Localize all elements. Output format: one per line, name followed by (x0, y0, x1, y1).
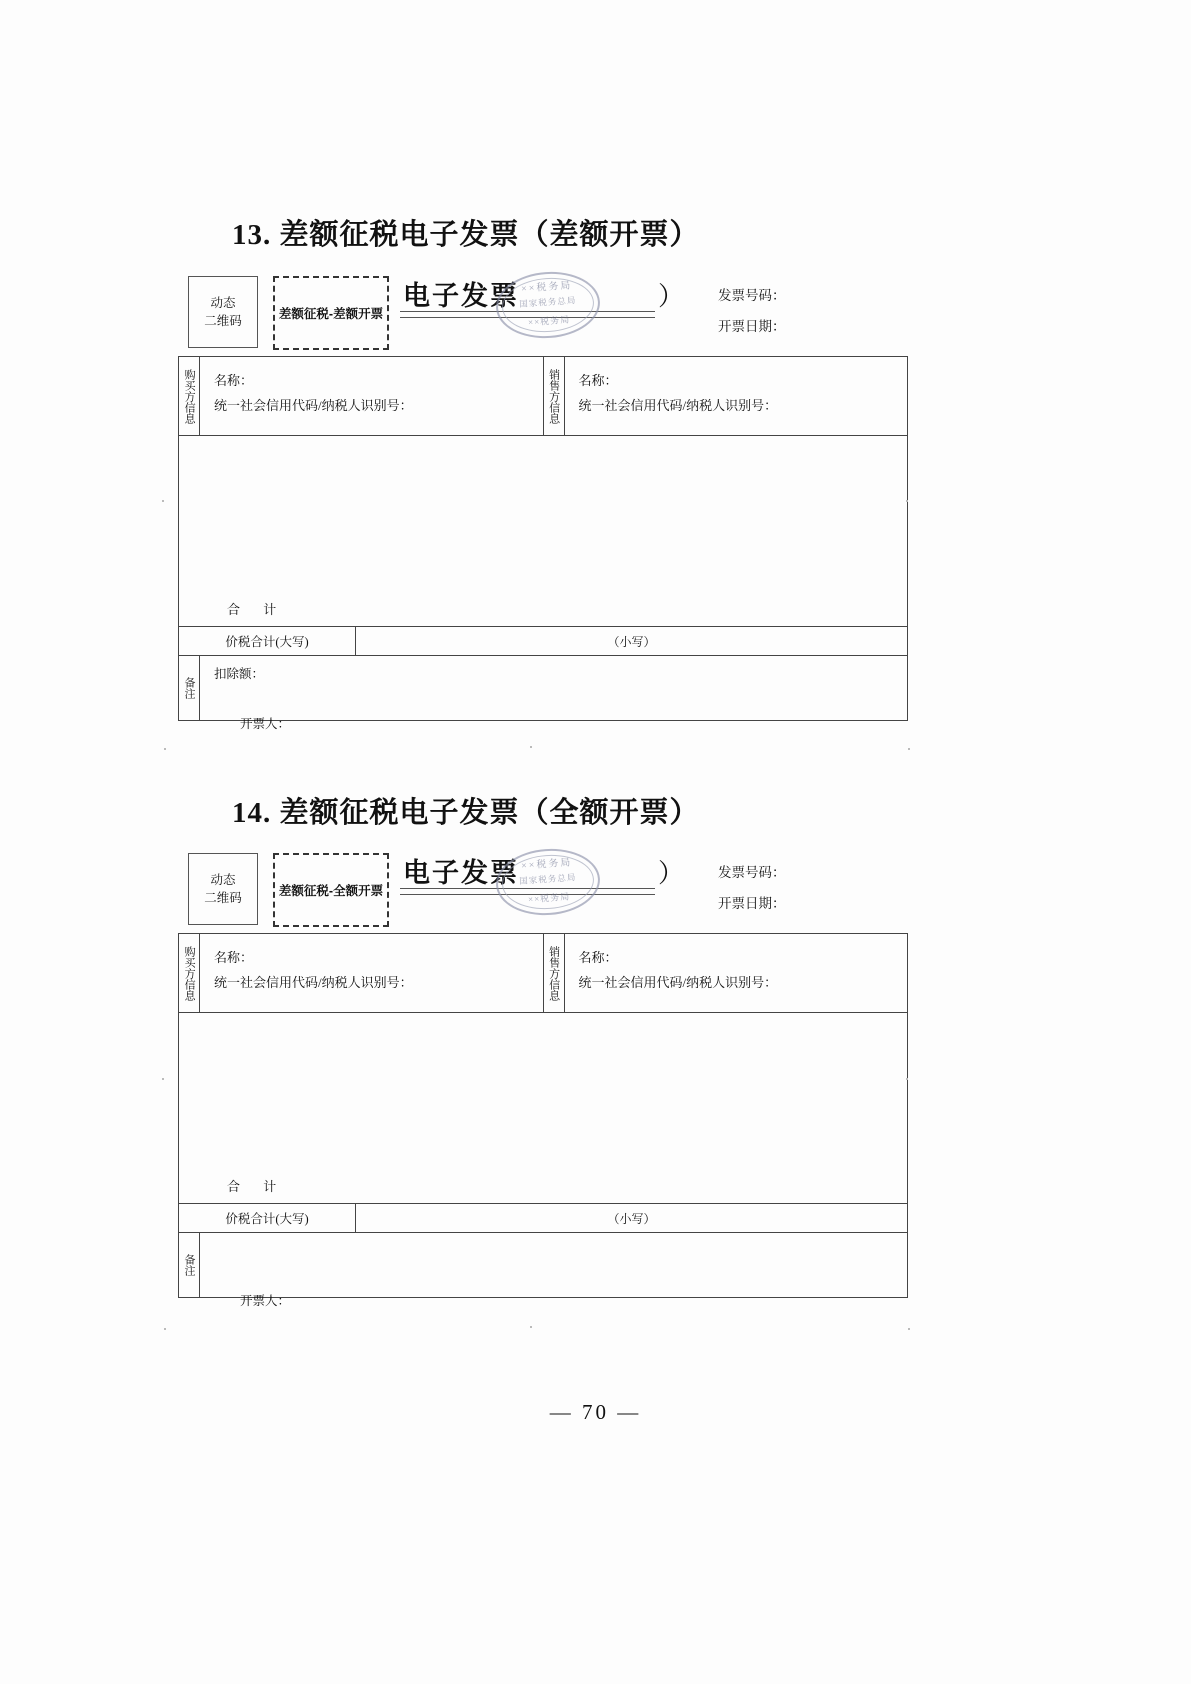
invoice-header-13 (178, 268, 908, 356)
seller-side-label-text: 销售方信息 (547, 945, 560, 1001)
seller-name-label: 名称： (578, 373, 618, 388)
scan-speck (906, 500, 908, 502)
invoice-number-label: 发票号码： (718, 865, 786, 880)
seller-fields (565, 934, 908, 1012)
invoice-body-13 (178, 356, 908, 721)
party-row (179, 934, 907, 1013)
seller-id-label: 统一社会信用代码/纳税人识别号： (578, 974, 778, 990)
dynamic-qr-code-box[interactable] (188, 853, 258, 925)
amount-lower-label: （小写） (607, 634, 656, 649)
invoice-type-tag-label: 差额征税-差额开票 (278, 307, 384, 321)
scan-speck (162, 500, 164, 502)
invoice-header-14 (178, 845, 908, 933)
invoice-type-tag-box (273, 276, 389, 350)
invoice-title-paren: ） (658, 282, 685, 311)
drawer-label: 开票人： (240, 1294, 291, 1308)
seller-side-label (544, 934, 565, 1012)
scan-speck (530, 1326, 532, 1328)
amount-upper-label: 价税合计(大写) (179, 1204, 356, 1232)
buyer-side-label-text: 购买方信息 (183, 368, 196, 424)
seal-mid-text: 国家税务总局 (518, 295, 577, 309)
remark-content: 扣除额： (214, 667, 265, 681)
buyer-name-label: 名称： (214, 950, 254, 965)
section-heading-13: 13. 差额征税电子发票（差额开票） (232, 219, 700, 251)
scan-speck (906, 1078, 908, 1080)
remark-side-label-text: 备注 (183, 1254, 195, 1276)
party-row (179, 357, 907, 436)
invoice-date-label: 开票日期： (718, 319, 786, 335)
invoice-date-label: 开票日期： (718, 896, 786, 912)
qr-label-line1: 动态 (210, 295, 236, 310)
drawer-label: 开票人： (240, 717, 291, 731)
seller-side-label-text: 销售方信息 (547, 368, 560, 424)
buyer-id-label: 统一社会信用代码/纳税人识别号： (214, 397, 413, 413)
seller-name-label: 名称： (578, 950, 618, 965)
scan-speck (164, 1328, 166, 1330)
scan-speck (908, 1328, 910, 1330)
scan-speck (164, 748, 166, 750)
seller-side-label (544, 357, 565, 435)
qr-label-line1: 动态 (210, 872, 236, 887)
items-total-label: 合 计 (227, 1179, 287, 1194)
items-total-label: 合 计 (227, 602, 287, 617)
buyer-side-label (179, 934, 200, 1012)
invoice-title: 电子发票 (403, 858, 519, 888)
invoice-block-13 (178, 268, 908, 731)
seal-bottom-text: ××税务局 (527, 891, 571, 905)
remark-side-label (179, 656, 200, 720)
remark-side-label (179, 1233, 200, 1297)
buyer-name-label: 名称： (214, 373, 254, 388)
buyer-side-label-text: 购买方信息 (183, 945, 196, 1001)
buyer-fields (200, 934, 543, 1012)
amount-summary-row (179, 1204, 907, 1233)
buyer-side-label (179, 357, 200, 435)
page-number: — 70 — (549, 1400, 642, 1424)
line-items-area (179, 1013, 907, 1204)
amount-lower-label: （小写） (607, 1211, 656, 1226)
remark-content (200, 1233, 907, 1297)
invoice-type-tag-box (273, 853, 389, 927)
section-heading-14: 14. 差额征税电子发票（全额开票） (232, 797, 700, 829)
invoice-header-meta (718, 280, 786, 342)
line-items-area (179, 436, 907, 627)
invoice-number-label: 发票号码： (718, 288, 786, 303)
seal-bottom-text: ××税务局 (527, 314, 571, 328)
buyer-id-label: 统一社会信用代码/纳税人识别号： (214, 974, 413, 990)
qr-label-line2: 二维码 (204, 891, 242, 905)
buyer-fields (200, 357, 543, 435)
amount-upper-label: 价税合计(大写) (179, 627, 356, 655)
seller-fields (565, 357, 908, 435)
seal-mid-text: 国家税务总局 (518, 872, 577, 886)
scan-speck (530, 746, 532, 748)
invoice-type-tag-label: 差额征税-全额开票 (278, 884, 384, 898)
dynamic-qr-code-box[interactable] (188, 276, 258, 348)
seller-id-label: 统一社会信用代码/纳税人识别号： (578, 397, 778, 413)
qr-label-line2: 二维码 (204, 314, 242, 328)
invoice-title-paren: ） (658, 859, 685, 888)
remark-row (179, 656, 907, 720)
invoice-block-14 (178, 845, 908, 1308)
scan-speck (162, 1078, 164, 1080)
scan-speck (908, 748, 910, 750)
remark-row (179, 1233, 907, 1297)
invoice-title: 电子发票 (403, 281, 519, 311)
amount-summary-row (179, 627, 907, 656)
seal-top-text: ××税务局 (520, 280, 573, 295)
remark-side-label-text: 备注 (183, 677, 195, 699)
invoice-header-meta (718, 857, 786, 919)
invoice-body-14 (178, 933, 908, 1298)
seal-top-text: ××税务局 (520, 857, 573, 872)
